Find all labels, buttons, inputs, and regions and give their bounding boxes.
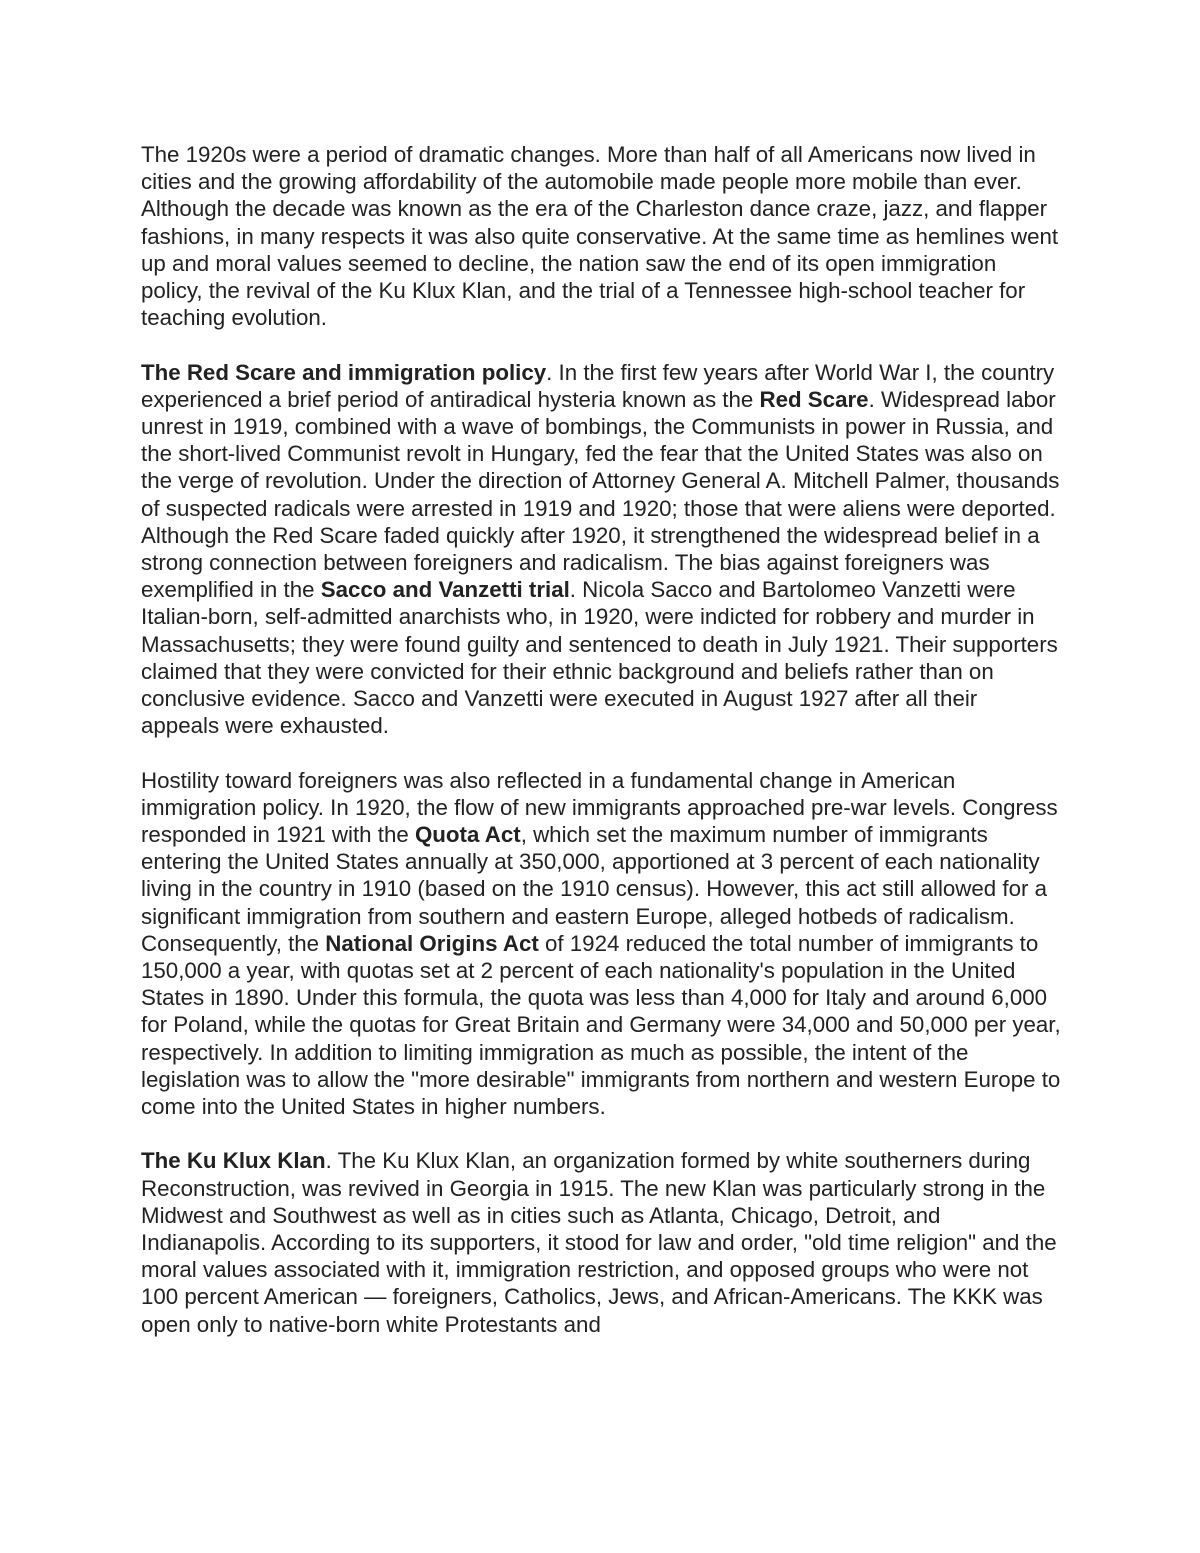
text-run: . Widespread labor unrest in 1919, combined with a wave of bombings, the Communists in power in Russia, and the short-lived Communist revolt in Hungary, fed the fear that the United States was also on the verge of revolution. Under the direction of Attorney General A. Mitchell Palmer, thousands of suspected radicals were arrested in 1919 and 1920; those that were aliens were deported. Although the Red Scare faded quickly after 1920, it strengthened the widespread belief in a strong connection between foreigners and radicalism. The bias against foreigners was exemplified in the	[141, 386, 1060, 603]
text-run: of 1924 reduced the total number of immigrants to 150,000 a year, with quotas set at 2 percent of each nationality's population in the United States in 1890. Under this formula, the quota was less than 4,000 for Italy and around 6,000 for Poland, while the quotas for Great Britain and Germany were 34,000 and 50,000 per year, respectively. In addition to limiting immigration as much as possible, the intent of the legislation was to allow the "more desirable" immigrants from northern and western Europe to come into the United States in higher numbers.	[141, 930, 1061, 1120]
term-national-origins-act: National Origins Act	[325, 930, 539, 956]
text-run: . Nicola Sacco and Bartolomeo Vanzetti were Italian-born, self-admitted anarchists who, in 1920, were indicted for robbery and murder in Massachusetts; they were found guilty and sentenced to death in July 1921. Their supporters claimed that they were convicted for their ethnic background and beliefs rather than on conclusive evidence. Sacco and Vanzetti were executed in August 1927 after all their appeals were exhausted.	[141, 577, 1058, 739]
text-run: . In the first few years after World War I, the country experienced a brief period of antiradical hysteria known as the	[141, 359, 1055, 412]
term-sacco-vanzetti: Sacco and Vanzetti trial	[320, 577, 570, 603]
text-run: Hostility toward foreigners was also reflected in a fundamental change in American immigration policy. In 1920, the flow of new immigrants approached pre-war levels. Congress responded in 1921 with the	[141, 767, 1058, 848]
paragraph-intro	[141, 141, 1061, 331]
text-run: , which set the maximum number of immigrants entering the United States annually at 350,000, apportioned at 3 percent of each nationality living in the country in 1910 (based on the 1910 census). However, this act still allowed for a significant immigration from southern and eastern Europe, alleged hotbeds of radicalism. Consequently, the	[141, 822, 1048, 956]
paragraph-hostility	[141, 767, 1061, 1121]
heading-kkk: The Ku Klux Klan	[141, 1148, 326, 1174]
term-red-scare: Red Scare	[759, 386, 869, 412]
term-quota-act: Quota Act	[414, 822, 521, 848]
text-run: . The Ku Klux Klan, an organization formed by white southerners during Reconstruction, was revived in Georgia in 1915. The new Klan was particularly strong in the Midwest and Southwest as well as in cities such as Atlanta, Chicago, Detroit, and Indianapolis. According to its supporters, it stood for law and order, "old time religion" and the moral values associated with it, immigration restriction, and opposed groups who were not 100 percent American — foreigners, Catholics, Jews, and African-Americans. The KKK was open only to native-born white Protestants and	[141, 1148, 1057, 1337]
paragraph-kkk	[141, 1147, 1061, 1337]
document-page	[141, 141, 1061, 1365]
heading-red-scare: The Red Scare and immigration policy	[141, 359, 547, 385]
paragraph-red-scare	[141, 359, 1061, 740]
text-run: The 1920s were a period of dramatic changes. More than half of all Americans now lived in cities and the growing affordability of the automobile made people more mobile than ever. Although the decade was known as the era of the Charleston dance craze, jazz, and flapper fashions, in many respects it was also quite conservative. At the same time as hemlines went up and moral values seemed to decline, the nation saw the end of its open immigration policy, the revival of the Ku Klux Klan, and the trial of a Tennessee high-school teacher for teaching evolution.	[141, 142, 1059, 331]
